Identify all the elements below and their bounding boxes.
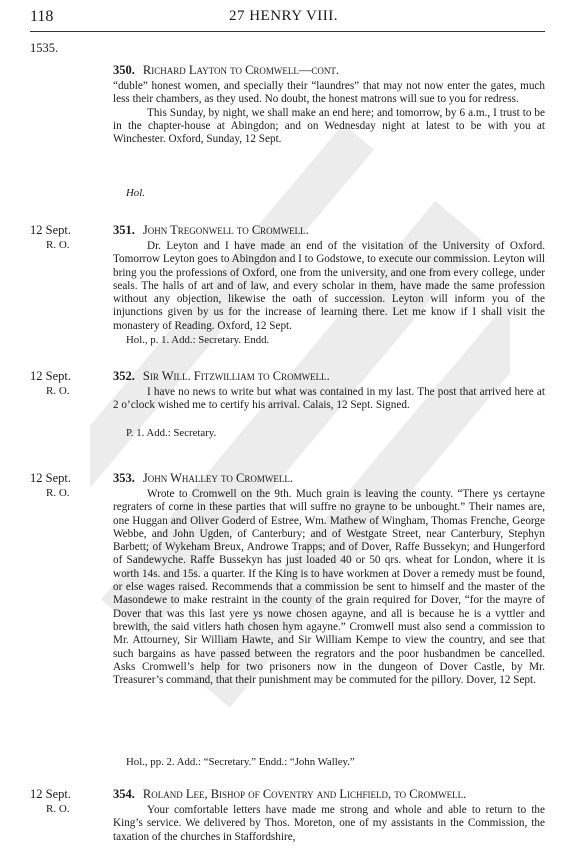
- entry-number: 352.: [113, 369, 135, 383]
- entry-heading: [113, 788, 466, 801]
- entry-paragraph: Wrote to Cromwell on the 9th. Much grain is leaving the county. “There ys certayne regraters of corne in these parties that will suffre no grayne to be unbought.” Their names are, one Huggan and Oliver Goderd of Estree, Wm. Mathew of Wingham, Thomas Frenche, George Webbe, and John Ugden, of Canterbury; and of Westgate Street, near Canterbury, Stephyn Barbett; of Wykeham Breux, Androwe Trapps; and of Dover, Raffe Bussekyn; and Hungerford of Sandewyche. Raffe Bussekyn has just loaded 40 or 50 qrs. wheat for London, where it is worth 14s. and 15s. a quarter. If the King is to have workmen at Dover a remedy must be found, or else wages raised. Recommends that a commission be sent to himself and the master of the Masondewe to make restraint in the county of the grain required for Dover, “for the mayre of Dover that was this last yere ys nowe chosen agayne, and all is because he is a vyttler and brewith, the said vitlers hath chosen hym agayne.” Cromwell must also send a commission to Mr. Attourney, Sir William Hawte, and Sir William Kempe to view the country, and see that such bargains as have passed between the regrators and the poor husbandmen be cancelled. Asks Cromwell’s help for two prisoners now in the dungeon of Dover Castle, by Mr. Treasurer’s command, that their punishment may be commuted for the pillory. Dover, 12 Sept.: [113, 488, 545, 687]
- entry-body: [113, 488, 545, 687]
- entry-date: 12 Sept.: [30, 787, 71, 801]
- entry-date: 12 Sept.: [30, 471, 71, 485]
- entry-heading: [113, 224, 309, 237]
- entry-body: [113, 240, 545, 333]
- entry-title: Sir Will. Fitzwilliam to Cromwell.: [142, 369, 330, 383]
- entry-title: Roland Lee, Bishop of Coventry and Lichfield, to Cromwell.: [142, 787, 467, 801]
- entry-number: 354.: [113, 787, 135, 801]
- entry-source: R. O.: [46, 487, 70, 499]
- running-head: 27 HENRY VIII.: [228, 8, 339, 24]
- entry-heading: [113, 64, 339, 77]
- entry-endorsement: Hol.: [126, 187, 145, 199]
- entry-paragraph: Dr. Leyton and I have made an end of the visitation of the University of Oxford. Tomorrow Leyton goes to Abingdon and I to Godstowe, to execute our commission. Leyton will bring you the professions of Oxford, one from the university, and one from every college, under seals. The halls of art and of law, and every scholar in them, have made the same profession without any objection, likewise the oath of succession. Leyton will inform you of the injunctions given by us for the increase of learning there. Let me know if I shall visit the monastery of Reading. Oxford, 12 Sept.: [113, 240, 545, 332]
- entry-endorsement: Hol., p. 1. Add.: Secretary. Endd.: [126, 334, 270, 346]
- year-marker: 1535.: [30, 41, 59, 55]
- entry-number: 353.: [113, 471, 135, 485]
- entry-source: R. O.: [46, 803, 70, 815]
- entry-number: 351.: [113, 223, 135, 237]
- entry-date: 12 Sept.: [30, 223, 71, 237]
- entry-source: R. O.: [46, 239, 70, 251]
- entry-body: [113, 80, 545, 146]
- entry-body: [113, 386, 545, 413]
- entry-paragraph: This Sunday, by night, we shall make an end here; and tomorrow, by 6 a.m., I trust to be in the chapter-house at Abingdon; and on Wednesday night at latest to be with you at Winchester. Oxford, Sunday, 12 Sept.: [113, 106, 545, 146]
- entry-heading: [113, 472, 293, 485]
- entry-paragraph: I have no news to write but what was contained in my last. The post that arrived here at 2 o’clock wished me to certify his arrival. Calais, 12 Sept. Signed.: [113, 386, 545, 412]
- entry-body: [113, 804, 545, 844]
- page-number: 118: [30, 8, 54, 25]
- entry-paragraph: “duble” honest women, and specially their “laundres” that may not now enter the gates, much less their chambers, as they used. No doubt, the honest matrons will sue to you for redress.: [113, 80, 545, 106]
- entry-title: John Whalley to Cromwell.: [142, 471, 293, 485]
- entry-source: R. O.: [46, 385, 70, 397]
- entry-heading: [113, 370, 330, 383]
- entry-endorsement: Hol., pp. 2. Add.: “Secretary.” Endd.: “John Walley.”: [126, 756, 355, 768]
- entry-endorsement: P. 1. Add.: Secretary.: [126, 427, 217, 439]
- entry-number: 350.: [113, 63, 135, 77]
- entry-date: 12 Sept.: [30, 369, 71, 383]
- header-rule: [30, 31, 545, 32]
- entry-title: John Tregonwell to Cromwell.: [142, 223, 309, 237]
- entry-title: Richard Layton to Cromwell—cont.: [142, 63, 340, 77]
- page-header: [0, 10, 567, 28]
- entry-paragraph: Your comfortable letters have made me strong and whole and able to return to the King’s service. We delivered by Thos. Moreton, one of my assistants in the Commission, the taxation of the churches in Staffordshire,: [113, 804, 545, 843]
